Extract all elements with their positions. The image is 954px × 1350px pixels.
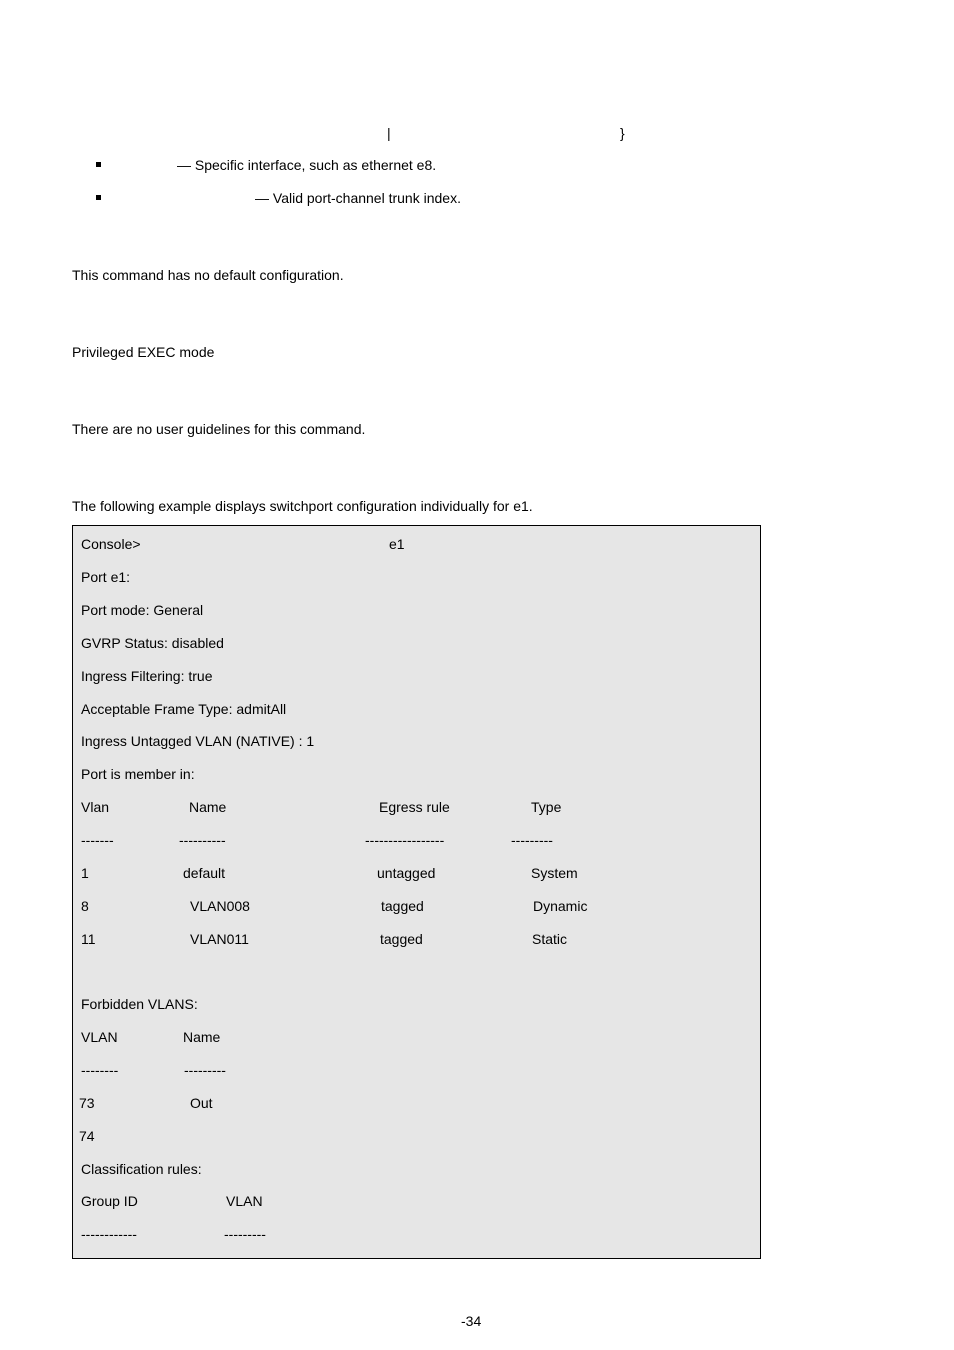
bullet-icon xyxy=(96,195,101,200)
egress-rule-cell: tagged xyxy=(380,931,423,947)
console-line: Ingress Untagged VLAN (NATIVE) : 1 xyxy=(81,733,315,749)
console-line: Ingress Filtering: true xyxy=(81,668,213,684)
example-intro-text: The following example displays switchport configuration individually for e1. xyxy=(72,498,533,514)
column-header-egress-rule: Egress rule xyxy=(379,799,450,815)
console-line: Port is member in: xyxy=(81,766,195,782)
separator: ----------------- xyxy=(365,832,445,848)
type-cell: Static xyxy=(532,931,568,947)
forbidden-vlans-title: Forbidden VLANS: xyxy=(81,996,198,1012)
classification-rules-title: Classification rules: xyxy=(81,1161,202,1177)
separator: ------------ xyxy=(81,1226,137,1242)
column-header-group-id: Group ID xyxy=(81,1193,138,1209)
parameter-description: — Specific interface, such as ethernet e8. xyxy=(177,157,437,173)
vlan-id-cell: 74 xyxy=(79,1128,95,1144)
type-cell: System xyxy=(531,865,578,881)
syntax-pipe: | xyxy=(387,125,391,141)
column-header-type: Type xyxy=(531,799,562,815)
default-configuration-text: This command has no default configuration. xyxy=(72,267,344,283)
vlan-name-cell: VLAN011 xyxy=(190,931,249,947)
column-header-vlan: VLAN xyxy=(226,1193,263,1209)
column-header-vlan: VLAN xyxy=(81,1029,118,1045)
egress-rule-cell: untagged xyxy=(377,865,436,881)
console-output-box xyxy=(72,525,761,1259)
console-line: Acceptable Frame Type: admitAll xyxy=(81,701,287,717)
syntax-brace: } xyxy=(620,125,625,141)
separator: ------- xyxy=(81,832,114,848)
egress-rule-cell: tagged xyxy=(381,898,424,914)
user-guidelines-text: There are no user guidelines for this command. xyxy=(72,421,366,437)
separator: --------- xyxy=(511,832,553,848)
console-prompt-argument: e1 xyxy=(389,536,405,552)
separator: -------- xyxy=(81,1062,119,1078)
bullet-icon xyxy=(96,162,101,167)
vlan-id-cell: 8 xyxy=(81,898,89,914)
command-mode-text: Privileged EXEC mode xyxy=(72,344,215,360)
column-header-name: Name xyxy=(189,799,227,815)
vlan-name-cell: default xyxy=(183,865,226,881)
page-number: -34 xyxy=(461,1313,482,1329)
vlan-id-cell: 11 xyxy=(81,931,96,947)
separator: --------- xyxy=(184,1062,226,1078)
type-cell: Dynamic xyxy=(533,898,588,914)
vlan-name-cell: VLAN008 xyxy=(190,898,250,914)
vlan-id-cell: 73 xyxy=(79,1095,95,1111)
column-header-vlan: Vlan xyxy=(81,799,110,815)
console-line: Port e1: xyxy=(81,569,131,585)
column-header-name: Name xyxy=(183,1029,221,1045)
console-line: Port mode: General xyxy=(81,602,204,618)
separator: ---------- xyxy=(179,832,226,848)
parameter-description: — Valid port-channel trunk index. xyxy=(255,190,461,206)
vlan-name-cell: Out xyxy=(190,1095,213,1111)
console-line: GVRP Status: disabled xyxy=(81,635,224,651)
vlan-id-cell: 1 xyxy=(81,865,89,881)
console-prompt: Console> xyxy=(81,536,141,552)
separator: --------- xyxy=(224,1226,266,1242)
